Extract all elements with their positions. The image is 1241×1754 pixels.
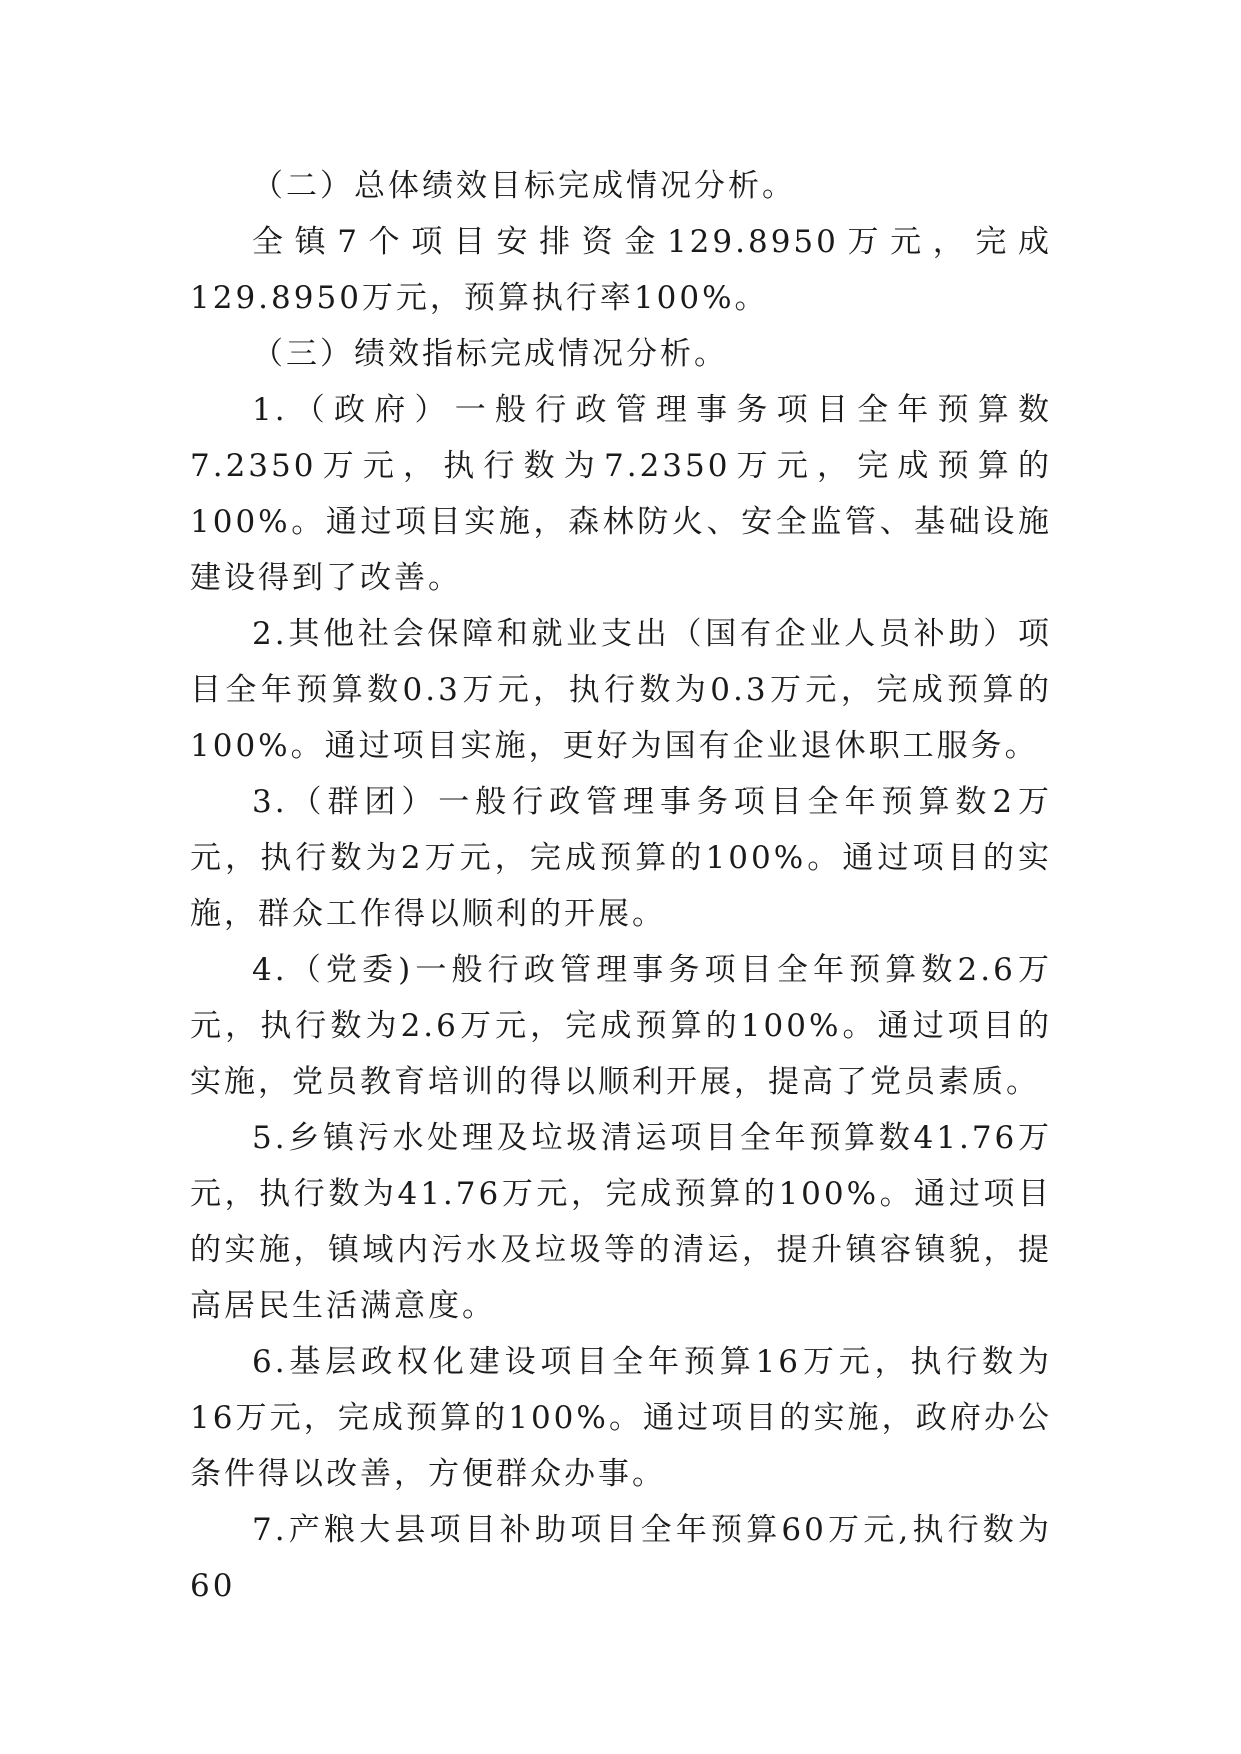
paragraph-overall-funds: 全镇7个项目安排资金129.8950万元，完成129.8950万元，预算执行率100%。 bbox=[190, 224, 1052, 316]
paragraph-item-1: 1.（政府）一般行政管理事务项目全年预算数7.2350万元，执行数为7.2350万元，完成预算的100%。通过项目实施，森林防火、安全监管、基础设施建设得到了改善。 bbox=[190, 392, 1052, 596]
section-heading-overall-goals: （二）总体绩效目标完成情况分析。 bbox=[252, 168, 796, 204]
paragraph-item-5: 5.乡镇污水处理及垃圾清运项目全年预算数41.76万元，执行数为41.76万元，完成预算的100%。通过项目的实施，镇域内污水及垃圾等的清运，提升镇容镇貌，提高居民生活满意度。 bbox=[190, 1120, 1052, 1324]
paragraph-item-3: 3.（群团）一般行政管理事务项目全年预算数2万元，执行数为2万元，完成预算的100%。通过项目的实施，群众工作得以顺利的开展。 bbox=[190, 784, 1052, 932]
paragraph-item-2: 2.其他社会保障和就业支出（国有企业人员补助）项目全年预算数0.3万元，执行数为0.3万元，完成预算的100%。通过项目实施，更好为国有企业退休职工服务。 bbox=[190, 616, 1052, 764]
section-heading-indicators: （三）绩效指标完成情况分析。 bbox=[252, 336, 728, 372]
paragraph-item-7: 7.产粮大县项目补助项目全年预算60万元,执行数为60 bbox=[190, 1512, 1052, 1604]
document-body bbox=[190, 158, 1052, 1614]
paragraph-item-4: 4.（党委)一般行政管理事务项目全年预算数2.6万元，执行数为2.6万元，完成预算的100%。通过项目的实施，党员教育培训的得以顺利开展，提高了党员素质。 bbox=[190, 952, 1052, 1100]
paragraph-item-6: 6.基层政权化建设项目全年预算16万元，执行数为16万元，完成预算的100%。通过项目的实施，政府办公条件得以改善，方便群众办事。 bbox=[190, 1344, 1052, 1492]
